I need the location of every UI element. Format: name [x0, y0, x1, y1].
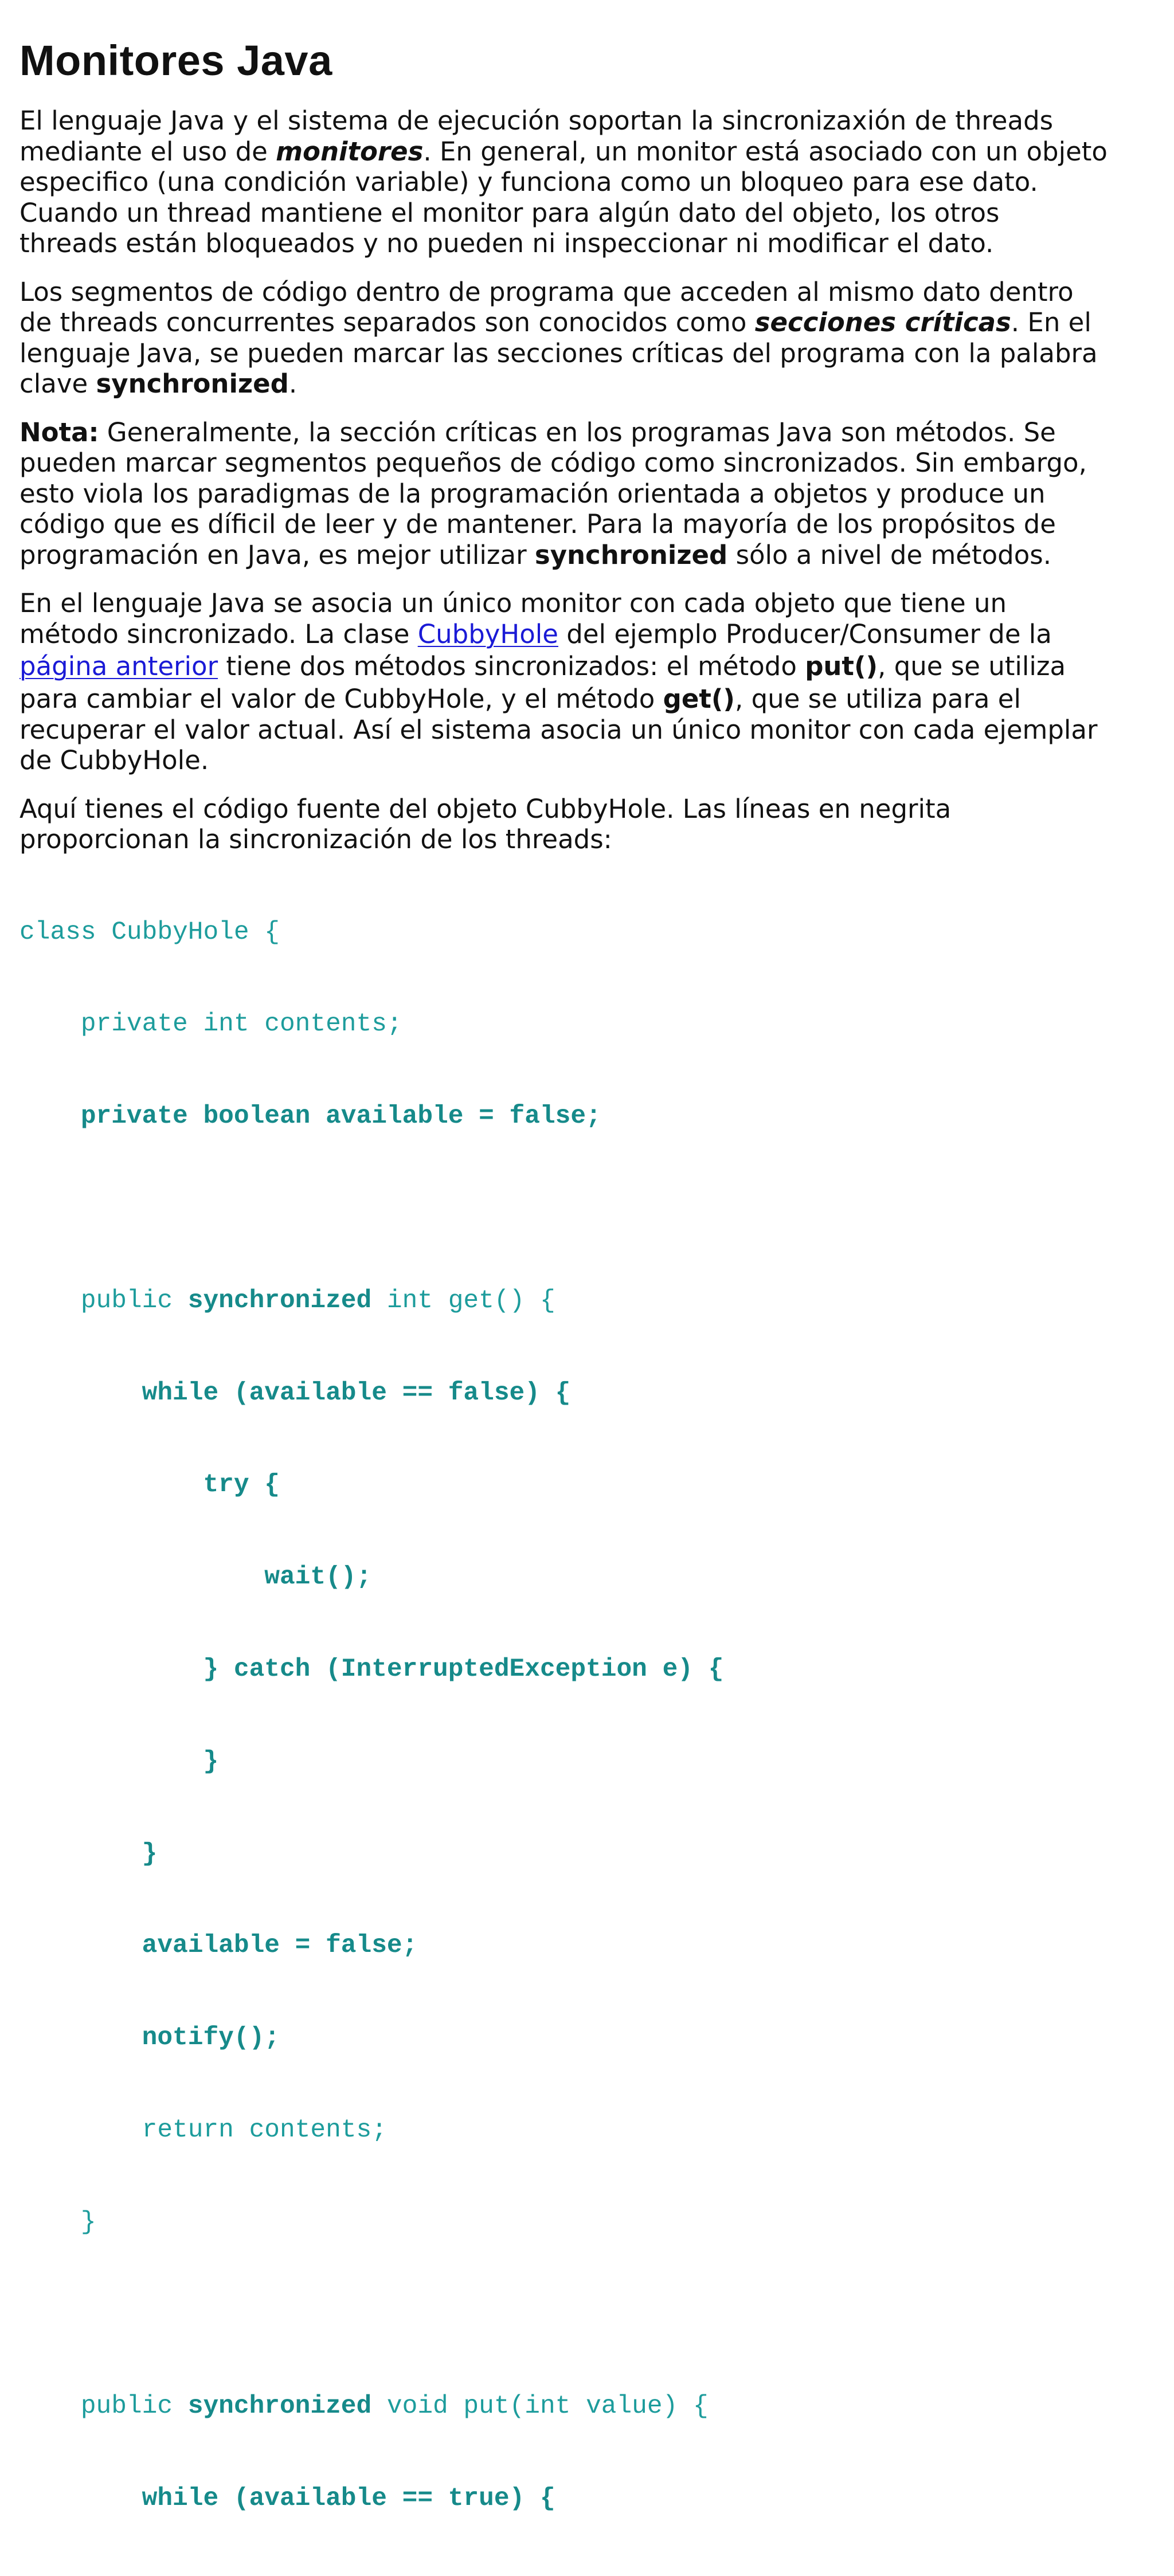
code-line-bold: } catch (InterruptedException e) { — [19, 1654, 724, 1684]
code-keyword: synchronized — [187, 2392, 372, 2421]
text-run: para cambiar el valor de CubbyHole, y el método — [19, 684, 663, 714]
previous-page-link[interactable]: página anterior — [19, 651, 218, 681]
code-line: private int contents; — [19, 1010, 402, 1039]
text-run: clave — [19, 368, 96, 399]
paragraph-monitor-association — [19, 588, 1160, 776]
text-run: . En general, un monitor está asociado con un objeto — [423, 136, 1108, 167]
text-line: lenguaje Java, se pueden marcar las secciones críticas del programa con la palabra — [19, 338, 1098, 368]
code-run: public — [19, 1286, 188, 1315]
text-line: especifico (una condición variable) y funciona como un bloqueo para ese dato. — [19, 167, 1038, 197]
text-line: Aquí tienes el código fuente del objeto CubbyHole. Las líneas en negrita — [19, 793, 952, 824]
code-line-bold: wait(); — [19, 1563, 372, 1592]
text-run: . En el — [1011, 307, 1091, 338]
text-line — [19, 368, 1160, 399]
code-run: public — [19, 2392, 188, 2421]
keyword-synchronized: synchronized — [534, 539, 728, 570]
text-line: esto viola los paradigmas de la programación orientada a objetos y produce un — [19, 478, 1046, 509]
text-line — [19, 136, 1160, 167]
text-run: , que se utiliza para el — [735, 684, 1021, 714]
paragraph-source-intro — [19, 794, 1160, 855]
text-line: proporcionan la sincronización de los threads: — [19, 824, 612, 854]
keyword-synchronized: synchronized — [96, 368, 289, 399]
code-line — [19, 2391, 1160, 2422]
paragraph-note — [19, 417, 1160, 571]
text-line — [19, 307, 1160, 338]
method-put: put() — [805, 651, 878, 681]
text-run: de threads concurrentes separados son conocidos como — [19, 307, 755, 338]
code-line: class CubbyHole { — [19, 918, 280, 947]
text-run: sólo a nivel de métodos. — [727, 539, 1052, 570]
code-line-bold: while (available == false) { — [19, 1378, 571, 1407]
text-line: threads están bloqueados y no pueden ni inspeccionar ni modificar el dato. — [19, 228, 994, 258]
code-line-bold: } — [19, 1747, 219, 1776]
page-title: Monitores Java — [19, 37, 332, 84]
code-line: return contents; — [19, 2115, 387, 2144]
text-run: programación en Java, es mejor utilizar — [19, 539, 535, 570]
text-line: En el lenguaje Java se asocia un único monitor con cada objeto que tiene un — [19, 588, 1007, 618]
text-run: del ejemplo Producer/Consumer de la — [558, 618, 1052, 649]
code-line-bold: available = false; — [19, 1931, 418, 1961]
text-line: Cuando un thread mantiene el monitor para algún dato del objeto, los otros — [19, 197, 1000, 228]
code-line — [19, 1286, 1160, 1317]
text-line — [19, 619, 1160, 650]
emphasis-secciones-criticas: secciones críticas — [754, 307, 1011, 338]
text-line: El lenguaje Java y el sistema de ejecución soportan la sincronizaxión de threads — [19, 105, 1054, 136]
cubbyhole-link[interactable]: CubbyHole — [417, 618, 558, 649]
code-line-blank — [19, 1194, 1160, 1225]
code-run: void put(int value) { — [371, 2392, 709, 2421]
text-line — [19, 417, 1160, 448]
text-line — [19, 540, 1160, 571]
method-get: get() — [663, 684, 735, 714]
code-listing — [19, 856, 1160, 2576]
text-run: . — [288, 368, 298, 399]
text-line: código que es díficil de leer y de mantener. Para la mayoría de los propósitos de — [19, 509, 1056, 539]
code-line-bold: notify(); — [19, 2024, 280, 2053]
text-line: recuperar el valor actual. Así el sistema asocia un único monitor con cada ejemplar — [19, 714, 1098, 745]
code-line: } — [19, 2208, 96, 2237]
paragraph-critical-sections — [19, 277, 1160, 399]
code-keyword: synchronized — [187, 1286, 372, 1315]
code-line-bold: while (available == true) { — [19, 2484, 555, 2513]
text-line: pueden marcar segmentos pequeños de código como sincronizados. Sin embargo, — [19, 448, 1087, 478]
text-run: , que se utiliza — [878, 651, 1066, 681]
code-run: int get() { — [371, 1286, 555, 1315]
code-line-bold: } — [19, 1839, 158, 1868]
text-line: de CubbyHole. — [19, 745, 209, 775]
emphasis-monitores: monitores — [276, 136, 424, 167]
paragraph-intro — [19, 105, 1160, 259]
document-page — [19, 0, 1160, 2576]
code-line-bold: try { — [19, 1471, 280, 1500]
text-run: Generalmente, la sección críticas en los programas Java son métodos. Se — [99, 417, 1056, 448]
text-line — [19, 649, 1160, 684]
text-run: mediante el uso de — [19, 136, 276, 167]
code-line-bold: private boolean available = false; — [19, 1102, 601, 1131]
text-run: método sincronizado. La clase — [19, 618, 418, 649]
text-line: Los segmentos de código dentro de programa que acceden al mismo dato dentro — [19, 276, 1074, 307]
code-line-blank — [19, 2299, 1160, 2330]
text-run: tiene dos métodos sincronizados: el método — [218, 651, 805, 681]
text-line — [19, 684, 1160, 715]
note-label: Nota: — [19, 417, 99, 448]
